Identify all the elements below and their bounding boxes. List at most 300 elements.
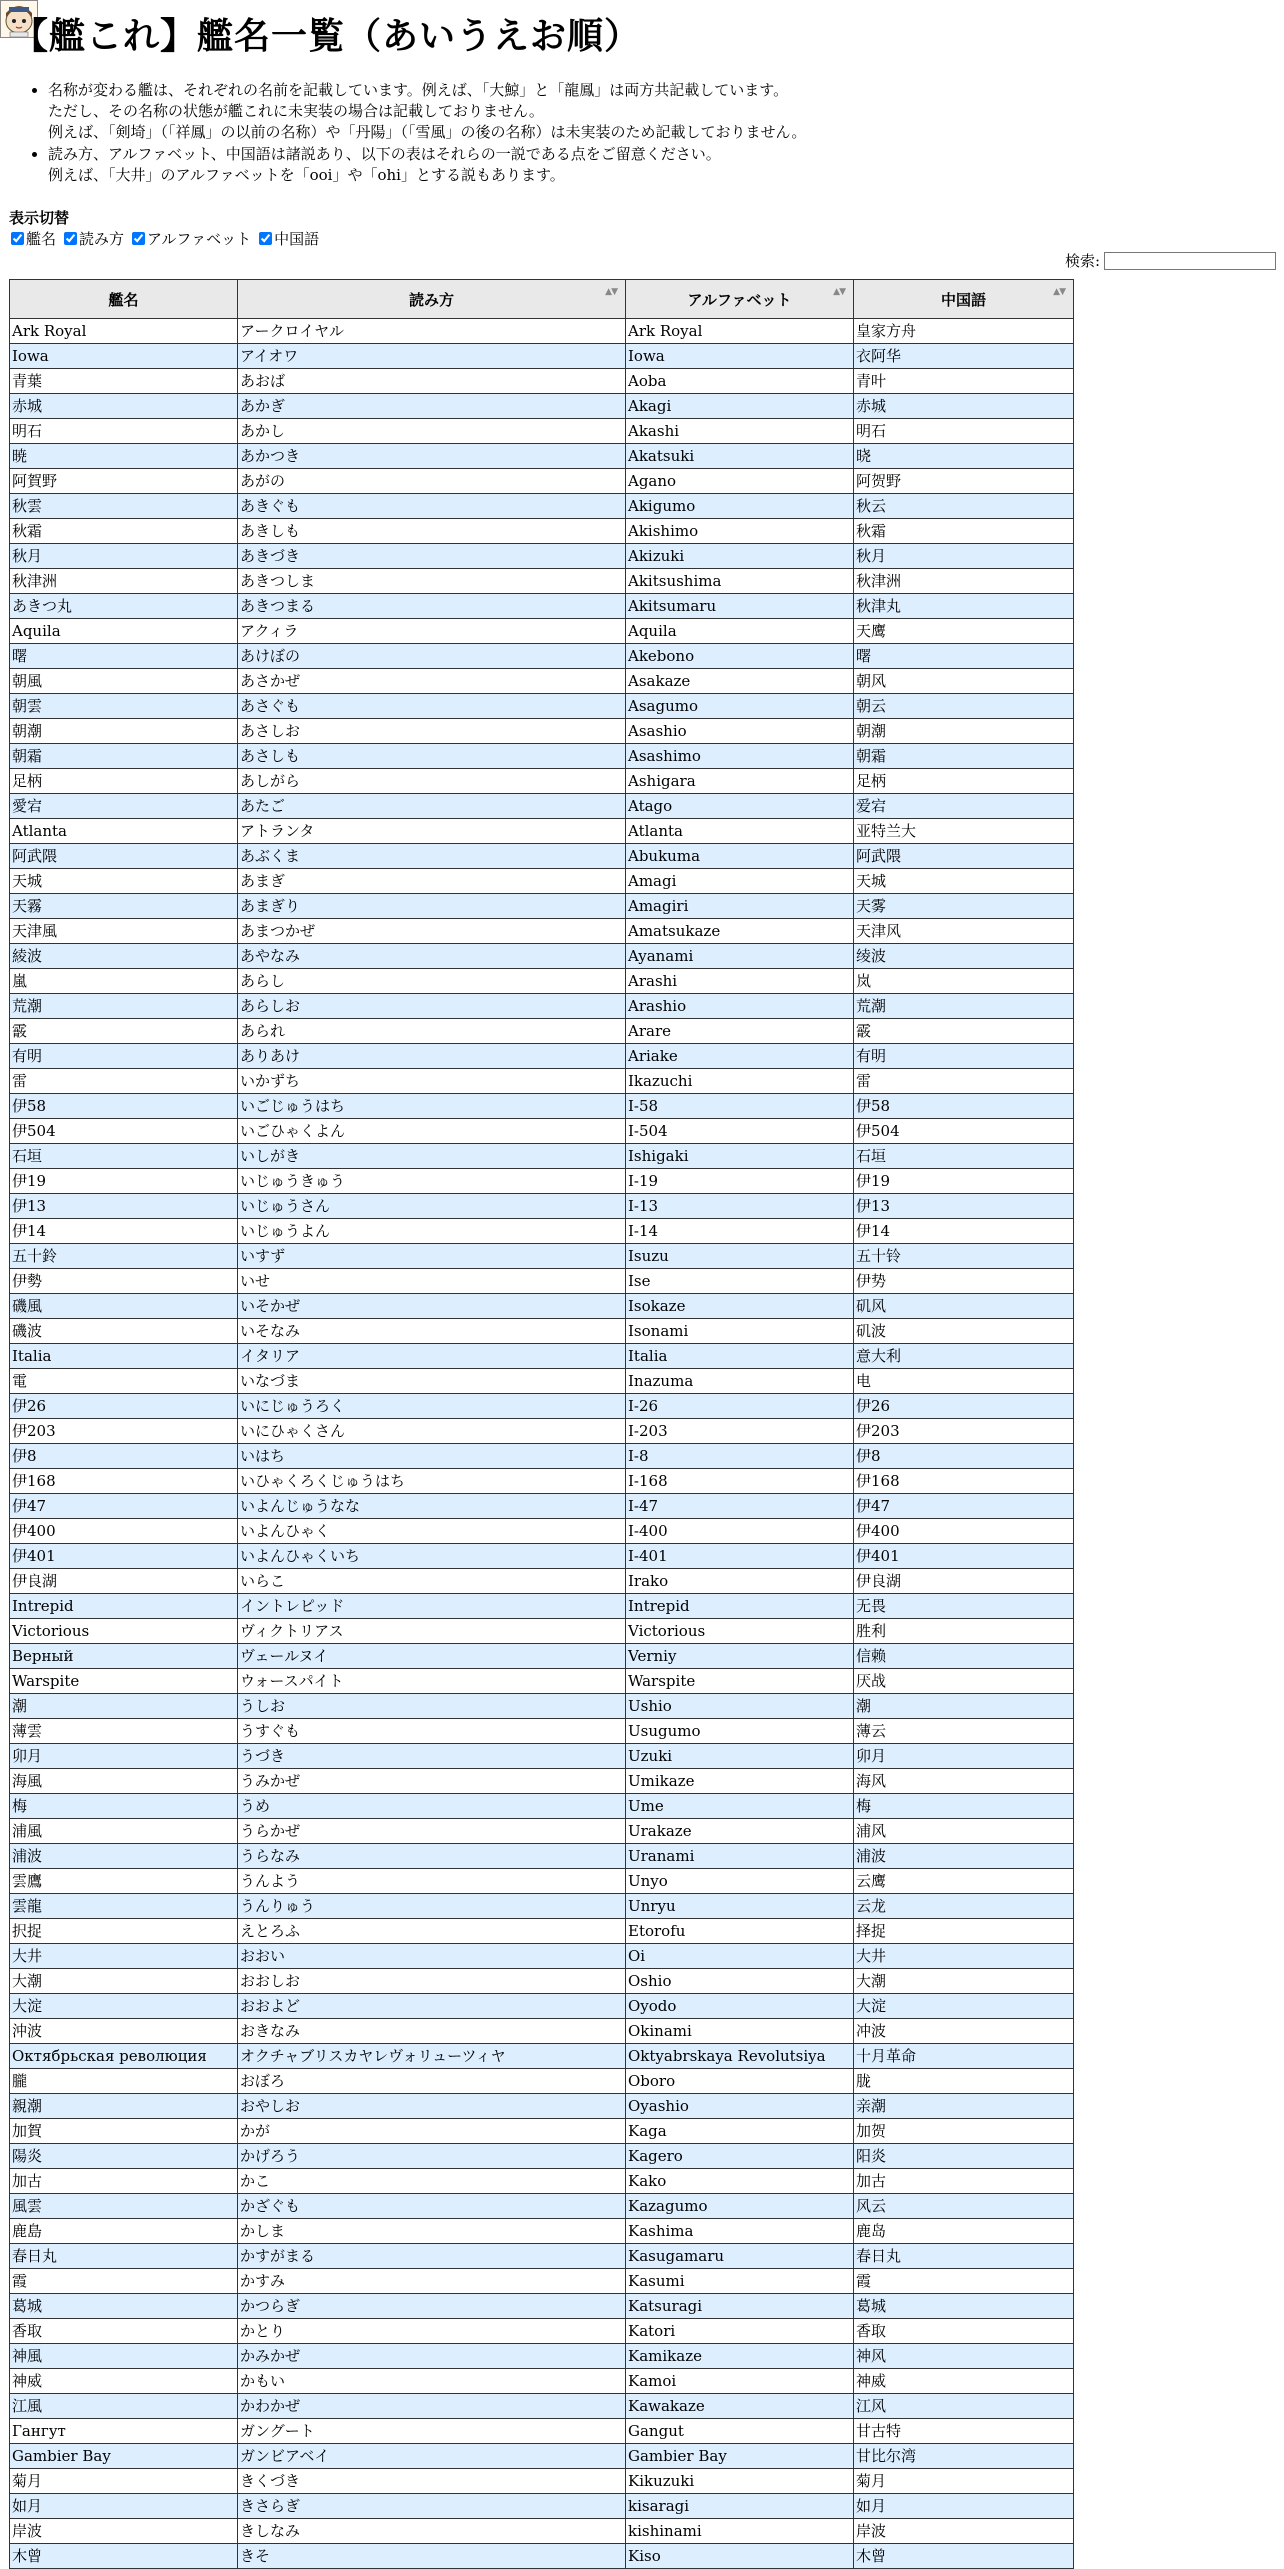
cell-ship-name: 伊58	[10, 1094, 238, 1119]
table-row	[10, 1844, 1074, 1869]
cell-alphabet: I-14	[626, 1219, 854, 1244]
cell-alphabet: Akashi	[626, 419, 854, 444]
cell-alphabet: Kaga	[626, 2119, 854, 2144]
cell-ship-name: Октябрьская революция	[10, 2044, 238, 2069]
cell-ship-name: Верный	[10, 1644, 238, 1669]
cell-ship-name: 江風	[10, 2394, 238, 2419]
cell-alphabet: Asakaze	[626, 669, 854, 694]
cell-chinese: 矶波	[854, 1319, 1074, 1344]
cell-chinese: 秋云	[854, 494, 1074, 519]
cell-reading: あられ	[238, 1019, 626, 1044]
cell-ship-name: 大潮	[10, 1969, 238, 1994]
cell-alphabet: Asashimo	[626, 744, 854, 769]
cell-reading: イントレピッド	[238, 1594, 626, 1619]
cell-chinese: 秋津洲	[854, 569, 1074, 594]
cell-alphabet: Kako	[626, 2169, 854, 2194]
cell-chinese: 大淀	[854, 1994, 1074, 2019]
cell-chinese: 鹿岛	[854, 2219, 1074, 2244]
cell-alphabet: Isuzu	[626, 1244, 854, 1269]
table-row	[10, 2344, 1074, 2369]
cell-reading: いはち	[238, 1444, 626, 1469]
cell-alphabet: Kawakaze	[626, 2394, 854, 2419]
cell-ship-name: 霰	[10, 1019, 238, 1044]
cell-reading: あきづき	[238, 544, 626, 569]
cell-reading: かざぐも	[238, 2194, 626, 2219]
cell-ship-name: Warspite	[10, 1669, 238, 1694]
cell-alphabet: Kamikaze	[626, 2344, 854, 2369]
cell-alphabet: Irako	[626, 1569, 854, 1594]
cell-chinese: 五十铃	[854, 1244, 1074, 1269]
cell-chinese: 亲潮	[854, 2094, 1074, 2119]
search-label: 検索:	[1064, 252, 1100, 270]
cell-ship-name: Italia	[10, 1344, 238, 1369]
cell-chinese: 天城	[854, 869, 1074, 894]
cell-reading: いそなみ	[238, 1319, 626, 1344]
cell-alphabet: Abukuma	[626, 844, 854, 869]
cell-reading: いよんひゃく	[238, 1519, 626, 1544]
cell-chinese: 海风	[854, 1769, 1074, 1794]
cell-alphabet: Akitsumaru	[626, 594, 854, 619]
cell-alphabet: Kikuzuki	[626, 2469, 854, 2494]
cell-reading: あけぼの	[238, 644, 626, 669]
cell-reading: おやしお	[238, 2094, 626, 2119]
table-row	[10, 544, 1074, 569]
cell-chinese: 云鹰	[854, 1869, 1074, 1894]
cell-alphabet: Unryu	[626, 1894, 854, 1919]
toggle-chinese-checkbox[interactable]	[259, 232, 272, 245]
cell-ship-name: 木曾	[10, 2544, 238, 2569]
table-row	[10, 2044, 1074, 2069]
cell-ship-name: 神威	[10, 2369, 238, 2394]
search-input[interactable]	[1104, 252, 1276, 270]
cell-ship-name: 菊月	[10, 2469, 238, 2494]
cell-chinese: 朝风	[854, 669, 1074, 694]
cell-alphabet: Katori	[626, 2319, 854, 2344]
table-row	[10, 1619, 1074, 1644]
cell-alphabet: Akitsushima	[626, 569, 854, 594]
table-row	[10, 669, 1074, 694]
cell-alphabet: I-400	[626, 1519, 854, 1544]
table-row	[10, 2094, 1074, 2119]
cell-ship-name: 暁	[10, 444, 238, 469]
table-row	[10, 2519, 1074, 2544]
cell-alphabet: Akizuki	[626, 544, 854, 569]
cell-reading: あまつかぜ	[238, 919, 626, 944]
cell-reading: きさらぎ	[238, 2494, 626, 2519]
cell-alphabet: Okinami	[626, 2019, 854, 2044]
cell-chinese: 岚	[854, 969, 1074, 994]
cell-alphabet: Isokaze	[626, 1294, 854, 1319]
cell-reading: ありあけ	[238, 1044, 626, 1069]
cell-chinese: 伊13	[854, 1194, 1074, 1219]
cell-chinese: 如月	[854, 2494, 1074, 2519]
cell-chinese: 秋月	[854, 544, 1074, 569]
cell-ship-name: Гангут	[10, 2419, 238, 2444]
cell-ship-name: 足柄	[10, 769, 238, 794]
table-row	[10, 1594, 1074, 1619]
cell-reading: かしま	[238, 2219, 626, 2244]
cell-alphabet: Uzuki	[626, 1744, 854, 1769]
cell-reading: うすぐも	[238, 1719, 626, 1744]
toggle-alphabet[interactable]: アルファベット	[130, 228, 251, 249]
cell-ship-name: Gambier Bay	[10, 2444, 238, 2469]
table-row	[10, 2494, 1074, 2519]
cell-reading: うめ	[238, 1794, 626, 1819]
column-header-ship-name[interactable]: 艦名	[10, 280, 238, 319]
cell-chinese: 梅	[854, 1794, 1074, 1819]
table-row	[10, 1144, 1074, 1169]
table-row	[10, 494, 1074, 519]
cell-chinese: 意大利	[854, 1344, 1074, 1369]
cell-chinese: 江风	[854, 2394, 1074, 2419]
cell-chinese: 足柄	[854, 769, 1074, 794]
cell-alphabet: Uranami	[626, 1844, 854, 1869]
cell-alphabet: I-26	[626, 1394, 854, 1419]
table-row	[10, 1869, 1074, 1894]
table-row	[10, 2069, 1074, 2094]
cell-alphabet: I-47	[626, 1494, 854, 1519]
cell-ship-name: 荒潮	[10, 994, 238, 1019]
table-row	[10, 2194, 1074, 2219]
cell-ship-name: Iowa	[10, 344, 238, 369]
cell-chinese: 朝潮	[854, 719, 1074, 744]
cell-alphabet: I-58	[626, 1094, 854, 1119]
cell-reading: いにひゃくさん	[238, 1419, 626, 1444]
cell-reading: あしがら	[238, 769, 626, 794]
cell-chinese: 云龙	[854, 1894, 1074, 1919]
table-row	[10, 469, 1074, 494]
cell-alphabet: Verniy	[626, 1644, 854, 1669]
toggle-ship-name-checkbox[interactable]	[11, 232, 24, 245]
cell-ship-name: 電	[10, 1369, 238, 1394]
display-toggle-title: 表示切替	[9, 209, 70, 227]
cell-reading: あきつしま	[238, 569, 626, 594]
cell-reading: いひゃくろくじゅうはち	[238, 1469, 626, 1494]
table-row	[10, 519, 1074, 544]
table-row	[10, 1244, 1074, 1269]
note-item: • 読み方、アルファベット、中国語は諸説あり、以下の表はそれらの一説である点をご留意ください。 例えば、「大井」のアルファベットを「ooi」や「ohi」とする説もあります。	[48, 144, 1248, 186]
cell-ship-name: 愛宕	[10, 794, 238, 819]
cell-ship-name: Victorious	[10, 1619, 238, 1644]
cell-alphabet: Ariake	[626, 1044, 854, 1069]
table-row	[10, 1694, 1074, 1719]
cell-ship-name: 神風	[10, 2344, 238, 2369]
cell-chinese: 爱宕	[854, 794, 1074, 819]
table-row	[10, 2369, 1074, 2394]
cell-chinese: 甘比尔湾	[854, 2444, 1074, 2469]
cell-ship-name: 有明	[10, 1044, 238, 1069]
cell-alphabet: Unyo	[626, 1869, 854, 1894]
cell-reading: かつらぎ	[238, 2294, 626, 2319]
cell-ship-name: 阿賀野	[10, 469, 238, 494]
cell-chinese: 葛城	[854, 2294, 1074, 2319]
cell-chinese: 伊26	[854, 1394, 1074, 1419]
ship-table	[9, 279, 1074, 2569]
cell-alphabet: Isonami	[626, 1319, 854, 1344]
cell-reading: いじゅうよん	[238, 1219, 626, 1244]
cell-alphabet: Inazuma	[626, 1369, 854, 1394]
cell-chinese: 岸波	[854, 2519, 1074, 2544]
cell-alphabet: kisaragi	[626, 2494, 854, 2519]
cell-reading: いらこ	[238, 1569, 626, 1594]
cell-reading: あかつき	[238, 444, 626, 469]
cell-ship-name: 海風	[10, 1769, 238, 1794]
cell-reading: ガングート	[238, 2419, 626, 2444]
table-row	[10, 1569, 1074, 1594]
cell-reading: えとろふ	[238, 1919, 626, 1944]
cell-chinese: 木曾	[854, 2544, 1074, 2569]
cell-alphabet: Etorofu	[626, 1919, 854, 1944]
cell-reading: おおしお	[238, 1969, 626, 1994]
cell-chinese: 明石	[854, 419, 1074, 444]
cell-chinese: 伊8	[854, 1444, 1074, 1469]
cell-ship-name: 如月	[10, 2494, 238, 2519]
column-header-reading[interactable]: 読み方 ▲▼	[238, 280, 626, 319]
cell-chinese: 香取	[854, 2319, 1074, 2344]
cell-alphabet: Aoba	[626, 369, 854, 394]
table-row	[10, 1119, 1074, 1144]
cell-chinese: 十月革命	[854, 2044, 1074, 2069]
cell-reading: あたご	[238, 794, 626, 819]
cell-chinese: 伊47	[854, 1494, 1074, 1519]
table-row	[10, 644, 1074, 669]
cell-chinese: 天鹰	[854, 619, 1074, 644]
cell-reading: いせ	[238, 1269, 626, 1294]
cell-reading: うづき	[238, 1744, 626, 1769]
cell-alphabet: Oyodo	[626, 1994, 854, 2019]
table-row	[10, 2169, 1074, 2194]
cell-chinese: 信赖	[854, 1644, 1074, 1669]
cell-reading: おおよど	[238, 1994, 626, 2019]
cell-alphabet: I-168	[626, 1469, 854, 1494]
table-row	[10, 2219, 1074, 2244]
table-row	[10, 2294, 1074, 2319]
cell-chinese: 伊168	[854, 1469, 1074, 1494]
table-row	[10, 2544, 1074, 2569]
cell-ship-name: 陽炎	[10, 2144, 238, 2169]
cell-alphabet: Kamoi	[626, 2369, 854, 2394]
cell-reading: かすみ	[238, 2269, 626, 2294]
cell-chinese: 浦风	[854, 1819, 1074, 1844]
cell-reading: うらかぜ	[238, 1819, 626, 1844]
table-row	[10, 444, 1074, 469]
cell-alphabet: I-401	[626, 1544, 854, 1569]
cell-reading: いよんひゃくいち	[238, 1544, 626, 1569]
cell-chinese: 荒潮	[854, 994, 1074, 1019]
cell-alphabet: Katsuragi	[626, 2294, 854, 2319]
cell-alphabet: Umikaze	[626, 1769, 854, 1794]
table-row	[10, 1469, 1074, 1494]
column-header-chinese[interactable]: 中国語 ▲▼	[854, 280, 1074, 319]
cell-chinese: 菊月	[854, 2469, 1074, 2494]
table-row	[10, 2119, 1074, 2144]
cell-chinese: 霰	[854, 1019, 1074, 1044]
cell-ship-name: 伊401	[10, 1544, 238, 1569]
table-row	[10, 969, 1074, 994]
table-row	[10, 594, 1074, 619]
cell-reading: あがの	[238, 469, 626, 494]
cell-reading: いなづま	[238, 1369, 626, 1394]
cell-reading: うしお	[238, 1694, 626, 1719]
cell-alphabet: Aquila	[626, 619, 854, 644]
table-row	[10, 1944, 1074, 1969]
table-row	[10, 1519, 1074, 1544]
cell-reading: あさぐも	[238, 694, 626, 719]
cell-ship-name: 赤城	[10, 394, 238, 419]
cell-reading: うんりゅう	[238, 1894, 626, 1919]
cell-reading: いかずち	[238, 1069, 626, 1094]
table-row	[10, 419, 1074, 444]
cell-reading: あきしも	[238, 519, 626, 544]
cell-chinese: 伊504	[854, 1119, 1074, 1144]
cell-ship-name: 大淀	[10, 1994, 238, 2019]
table-row	[10, 1319, 1074, 1344]
cell-chinese: 霞	[854, 2269, 1074, 2294]
table-row	[10, 2019, 1074, 2044]
ship-table-body	[10, 319, 1074, 2569]
table-row	[10, 869, 1074, 894]
cell-ship-name: 天霧	[10, 894, 238, 919]
toggle-alphabet-checkbox[interactable]	[132, 232, 145, 245]
cell-alphabet: Iowa	[626, 344, 854, 369]
cell-chinese: 绫波	[854, 944, 1074, 969]
cell-chinese: 伊14	[854, 1219, 1074, 1244]
cell-chinese: 胧	[854, 2069, 1074, 2094]
cell-ship-name: 伊400	[10, 1519, 238, 1544]
cell-ship-name: 択捉	[10, 1919, 238, 1944]
cell-ship-name: 阿武隈	[10, 844, 238, 869]
cell-chinese: 加古	[854, 2169, 1074, 2194]
cell-chinese: 衣阿华	[854, 344, 1074, 369]
table-row	[10, 1719, 1074, 1744]
cell-alphabet: I-19	[626, 1169, 854, 1194]
table-row	[10, 1019, 1074, 1044]
cell-reading: いしがき	[238, 1144, 626, 1169]
cell-alphabet: Akigumo	[626, 494, 854, 519]
cell-ship-name: 香取	[10, 2319, 238, 2344]
cell-alphabet: Kagero	[626, 2144, 854, 2169]
table-row	[10, 1369, 1074, 1394]
cell-ship-name: 加古	[10, 2169, 238, 2194]
cell-ship-name: 加賀	[10, 2119, 238, 2144]
cell-chinese: 阿武隈	[854, 844, 1074, 869]
cell-reading: オクチャブリスカヤレヴォリューツィヤ	[238, 2044, 626, 2069]
table-row	[10, 1394, 1074, 1419]
cell-reading: いごひゃくよん	[238, 1119, 626, 1144]
cell-ship-name: 岸波	[10, 2519, 238, 2544]
sort-arrows-icon: ▲▼	[605, 287, 617, 297]
cell-ship-name: 朝潮	[10, 719, 238, 744]
cell-reading: かこ	[238, 2169, 626, 2194]
cell-alphabet: I-8	[626, 1444, 854, 1469]
table-row	[10, 1919, 1074, 1944]
cell-chinese: 伊58	[854, 1094, 1074, 1119]
table-row	[10, 2419, 1074, 2444]
table-row	[10, 819, 1074, 844]
cell-alphabet: Ark Royal	[626, 319, 854, 344]
toggle-reading[interactable]: 読み方	[62, 228, 124, 249]
cell-reading: イタリア	[238, 1344, 626, 1369]
table-row	[10, 344, 1074, 369]
cell-chinese: 天雾	[854, 894, 1074, 919]
cell-chinese: 春日丸	[854, 2244, 1074, 2269]
cell-reading: かとり	[238, 2319, 626, 2344]
cell-alphabet: Ikazuchi	[626, 1069, 854, 1094]
toggle-ship-name[interactable]: 艦名	[9, 228, 56, 249]
cell-alphabet: Kashima	[626, 2219, 854, 2244]
cell-reading: あらしお	[238, 994, 626, 1019]
cell-ship-name: 秋津洲	[10, 569, 238, 594]
cell-ship-name: 天城	[10, 869, 238, 894]
column-header-alphabet[interactable]: アルファベット ▲▼	[626, 280, 854, 319]
cell-chinese: 胜利	[854, 1619, 1074, 1644]
search-box	[1065, 250, 1276, 271]
toggle-chinese[interactable]: 中国語	[257, 228, 319, 249]
cell-ship-name: 浦波	[10, 1844, 238, 1869]
cell-chinese: 石垣	[854, 1144, 1074, 1169]
cell-reading: あかぎ	[238, 394, 626, 419]
cell-alphabet: Atago	[626, 794, 854, 819]
table-row	[10, 2244, 1074, 2269]
table-row	[10, 619, 1074, 644]
table-row	[10, 1819, 1074, 1844]
cell-ship-name: 梅	[10, 1794, 238, 1819]
cell-alphabet: Ishigaki	[626, 1144, 854, 1169]
cell-chinese: 阿贺野	[854, 469, 1074, 494]
cell-reading: あさしお	[238, 719, 626, 744]
cell-reading: うらなみ	[238, 1844, 626, 1869]
page-title: 【艦これ】艦名一覧（あいうえお順）	[12, 15, 642, 57]
cell-ship-name: 薄雲	[10, 1719, 238, 1744]
cell-reading: かすがまる	[238, 2244, 626, 2269]
cell-chinese: 神风	[854, 2344, 1074, 2369]
cell-reading: あきつまる	[238, 594, 626, 619]
toggle-reading-checkbox[interactable]	[64, 232, 77, 245]
cell-chinese: 电	[854, 1369, 1074, 1394]
cell-chinese: 天津风	[854, 919, 1074, 944]
cell-ship-name: 伊14	[10, 1219, 238, 1244]
cell-alphabet: Asashio	[626, 719, 854, 744]
cell-chinese: 雷	[854, 1069, 1074, 1094]
cell-ship-name: 伊203	[10, 1419, 238, 1444]
cell-ship-name: 五十鈴	[10, 1244, 238, 1269]
cell-ship-name: 嵐	[10, 969, 238, 994]
table-row	[10, 919, 1074, 944]
cell-ship-name: 雲龍	[10, 1894, 238, 1919]
cell-alphabet: kishinami	[626, 2519, 854, 2544]
cell-chinese: 伊203	[854, 1419, 1074, 1444]
cell-ship-name: 伊504	[10, 1119, 238, 1144]
cell-reading: アークロイヤル	[238, 319, 626, 344]
cell-ship-name: 朧	[10, 2069, 238, 2094]
cell-reading: いごじゅうはち	[238, 1094, 626, 1119]
cell-chinese: 赤城	[854, 394, 1074, 419]
cell-chinese: 矶风	[854, 1294, 1074, 1319]
cell-ship-name: 親潮	[10, 2094, 238, 2119]
cell-chinese: 无畏	[854, 1594, 1074, 1619]
table-row	[10, 769, 1074, 794]
cell-reading: おぼろ	[238, 2069, 626, 2094]
cell-alphabet: Ayanami	[626, 944, 854, 969]
cell-alphabet: Kiso	[626, 2544, 854, 2569]
cell-reading: かみかぜ	[238, 2344, 626, 2369]
table-row	[10, 1669, 1074, 1694]
cell-reading: アイオワ	[238, 344, 626, 369]
table-row	[10, 1994, 1074, 2019]
cell-reading: あかし	[238, 419, 626, 444]
cell-alphabet: Amatsukaze	[626, 919, 854, 944]
cell-chinese: 厌战	[854, 1669, 1074, 1694]
